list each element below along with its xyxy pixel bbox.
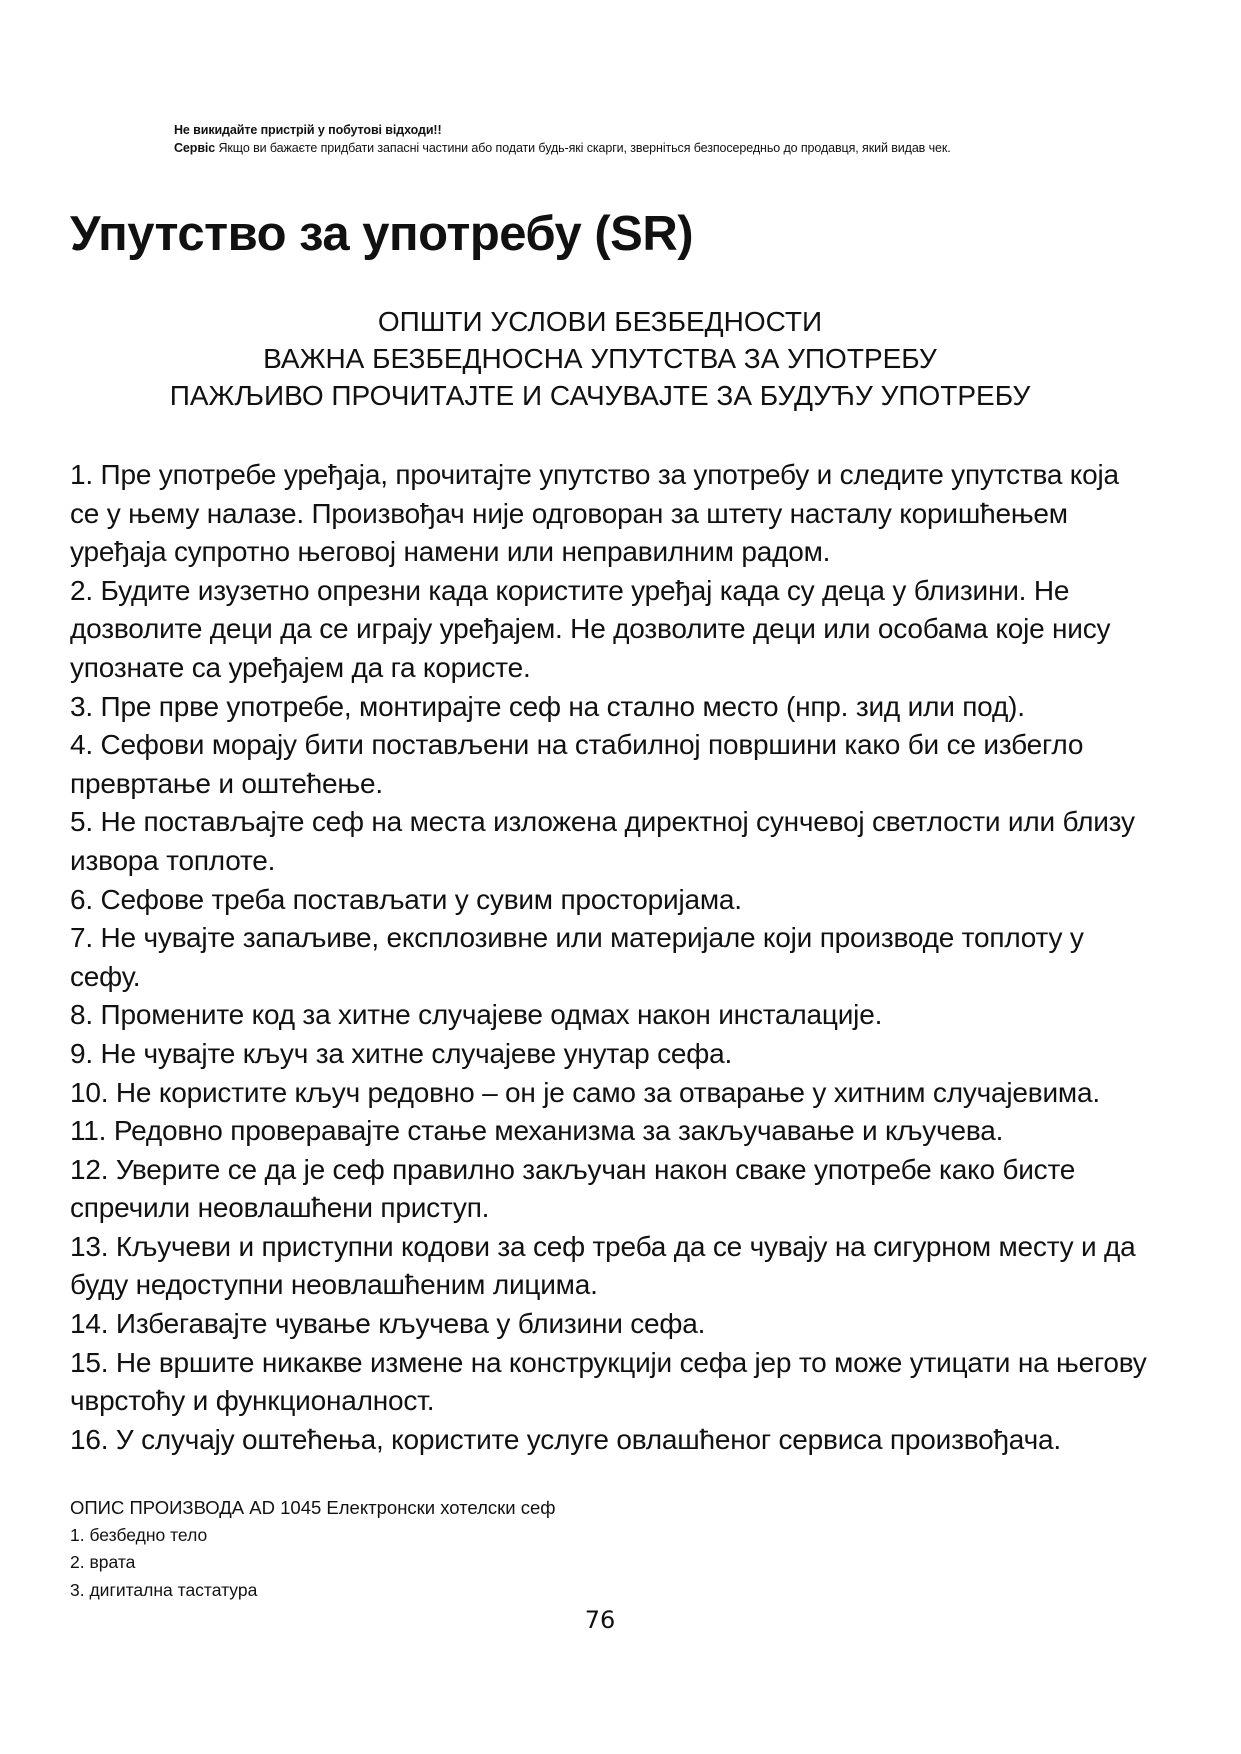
safety-rule: 6. Сефове треба постављати у сувим просторијама.: [70, 883, 742, 915]
safety-rule: 3. Пре прве употребе, монтирајте сеф на стално место (нпр. зид или под).: [70, 690, 1025, 722]
top-notes: [174, 121, 1174, 157]
service-text: Якщо ви бажаєте придбати запасні частини або подати будь-які скарги, зверніться безпосередньо до продавця, який видав чек.: [215, 141, 951, 155]
disposal-warning: Не викидайте пристрій у побутові відходи!!: [174, 123, 442, 137]
safety-rule: 12. Уверите се да је сеф правилно закључан након сваке употребе како бисте спречили неовлашћени приступ.: [70, 1153, 1076, 1224]
safety-header-line-2: ВАЖНА БЕЗБЕДНОСНА УПУТСТВА ЗА УПОТРЕБУ: [263, 343, 937, 374]
safety-header-line-1: ОПШТИ УСЛОВИ БЕЗБЕДНОСТИ: [377, 306, 823, 337]
service-label: Сервіс: [174, 141, 216, 155]
safety-rule: 10. Не користите кључ редовно – он је само за отварање у хитним случајевима.: [70, 1076, 1100, 1108]
safety-rule: 2. Будите изузетно опрезни када користите уређај када су деца у близини. Не дозволите деци да се играју уређајем. Не дозволите деци или особама које нису упознате са уређајем да га користе.: [70, 574, 1111, 683]
safety-rule: 15. Не вршите никакве измене на конструкцији сефа јер то може утицати на његову чврстоћу и функционалност.: [70, 1346, 1147, 1417]
page-title: Упутство за употребу (SR): [70, 207, 694, 261]
safety-rule: 11. Редовно проверавајте стање механизма за закључавање и кључева.: [70, 1115, 1004, 1147]
safety-rule: 8. Промените код за хитне случајеве одмах након инсталације.: [70, 999, 883, 1031]
safety-rule: 16. У случају оштећења, користите услуге овлашћеног сервиса произвођача.: [70, 1423, 1061, 1455]
safety-rule: 4. Сефови морају бити постављени на стабилној површини како би се избегло превртање и оштећење.: [70, 729, 1084, 799]
service-note: [174, 139, 1174, 157]
safety-rule: 14. Избегавајте чување кључева у близини сефа.: [70, 1308, 706, 1340]
safety-rule: 5. Не постављајте сеф на места изложена директној сунчевој светлости или близу извора топлоте.: [70, 806, 1135, 876]
safety-rule: 1. Пре употребе уређаја, прочитајте упутство за употребу и следите упутства која се у њему налазе. Произвођач није одговоран за штету насталу коришћењем уређаја супротно његовој намени или неправилним радом.: [70, 459, 1119, 568]
product-part: 1. безбедно тело: [70, 1524, 208, 1545]
page-number: 76: [584, 1606, 616, 1634]
safety-rule: 13. Кључеви и приступни кодови за сеф треба да се чувају на сигурном месту и да буду недоступни неовлашћеним лицима.: [70, 1230, 1136, 1301]
safety-header: [0, 303, 1200, 414]
safety-rules-list: [70, 456, 1150, 1459]
safety-rule: 7. Не чувајте запаљиве, експлозивне или материјале који производе топлоту у сефу.: [70, 922, 1084, 992]
product-part: 2. врата: [70, 1552, 136, 1572]
product-description: [70, 1494, 770, 1604]
product-part: 3. дигитална тастатура: [70, 1579, 258, 1600]
safety-header-line-3: ПАЖЉИВО ПРОЧИТАЈТЕ И САЧУВАЈТЕ ЗА БУДУЋУ УПОТРЕБУ: [169, 380, 1031, 411]
safety-rule: 9. Не чувајте кључ за хитне случајеве унутар сефа.: [70, 1037, 733, 1069]
product-description-title: ОПИС ПРОИЗВОДА AD 1045 Електронски хотелски сеф: [70, 1497, 556, 1518]
